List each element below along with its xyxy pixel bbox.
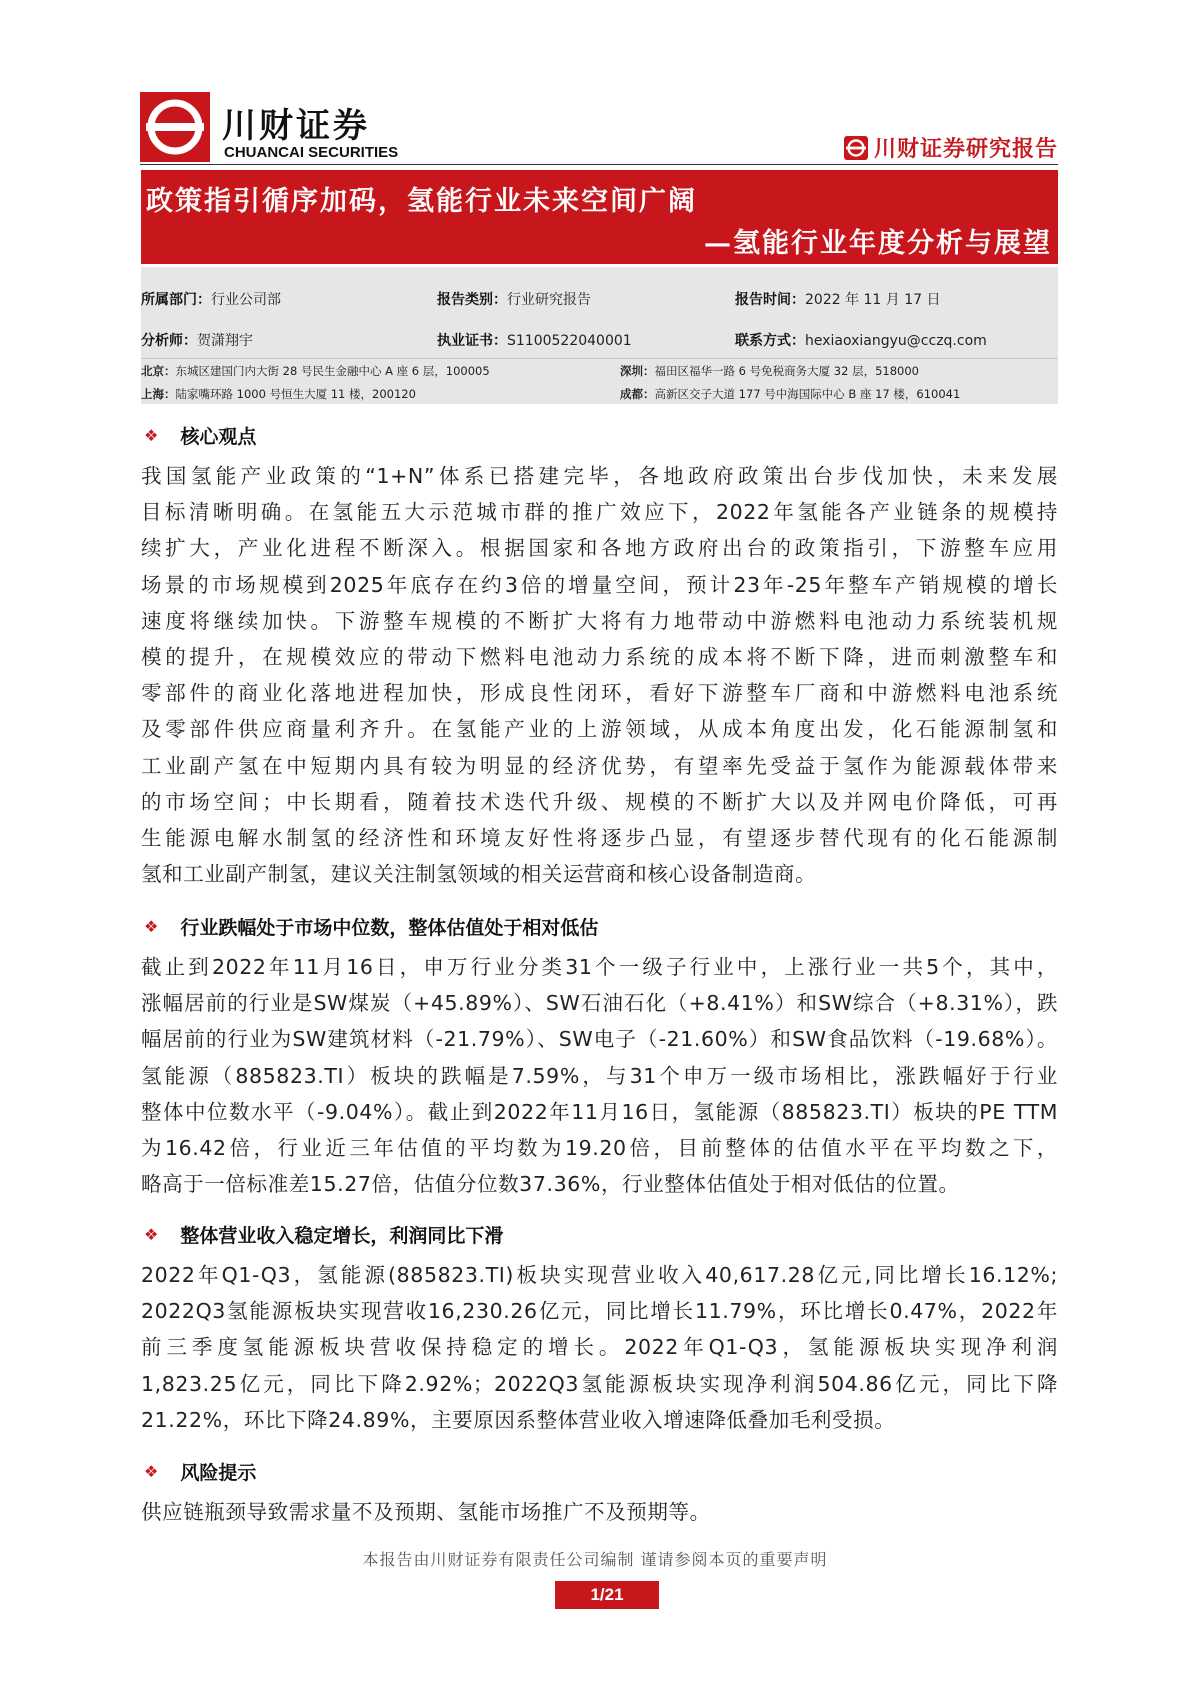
report-info-box	[141, 267, 1058, 404]
paragraph-line: 零部件的商业化落地进程加快，形成良性闭环，看好下游整车厂商和中游燃料电池系统	[141, 681, 1058, 706]
section-heading-revenue: ❖ 整体营业收入稳定增长，利润同比下滑	[144, 1225, 504, 1247]
info-row-1	[141, 289, 1058, 317]
brand-small-icon	[844, 136, 868, 160]
analyst-label: 分析师：	[141, 333, 197, 349]
footer-disclaimer: 本报告由川财证券有限责任公司编制 谨请参阅本页的重要声明	[362, 1550, 828, 1569]
dept-label: 所属部门：	[141, 292, 211, 308]
paragraph-line: 幅居前的行业为SW建筑材料（-21.79%）、SW电子（-21.60%）和SW食品饮料（-19.68%）。	[141, 1027, 1058, 1052]
section-body-revenue	[141, 1257, 1058, 1438]
paragraph-line: 略高于一倍标准差15.27倍，估值分位数37.36%，行业整体估值处于相对低估的位置。	[141, 1172, 960, 1197]
paragraph-line: 21.22%，环比下降24.89%，主要原因系整体营业收入增速降低叠加毛利受损。	[141, 1407, 896, 1432]
page-number: 1/21	[555, 1581, 659, 1609]
paragraph-line: 我国氢能产业政策的“1+N”体系已搭建完毕，各地政府政策出台步伐加快，未来发展	[141, 464, 1058, 488]
paragraph-line: 前三季度氢能源板块营收保持稳定的增长。2022年Q1-Q3，氢能源板块实现净利润	[141, 1335, 1058, 1360]
paragraph-line: 整体中位数水平（-9.04%）。截止到2022年11月16日，氢能源（885823.TI）板块的PE TTM	[141, 1099, 1058, 1124]
contact-email[interactable]: hexiaoxiangyu@cczq.com	[805, 333, 987, 349]
report-brand-label: 川财证券研究报告	[873, 136, 1058, 162]
paragraph-line: 氢和工业副产制氢，建议关注制氢领域的相关运营商和核心设备制造商。	[141, 862, 817, 887]
diamond-bullet-icon: ❖	[144, 426, 159, 445]
paragraph-line: 2022Q3氢能源板块实现营收16,230.26亿元，同比增长11.79%，环比增长0.47%，2022年	[141, 1299, 1058, 1324]
company-logo	[140, 92, 440, 164]
address-city: 上海：	[141, 387, 176, 401]
paragraph-line: 截止到2022年11月16日，申万行业分类31个一级子行业中，上涨行业一共5个，其中，	[141, 955, 1058, 979]
company-name-en: CHUANCAI SECURITIES	[224, 144, 399, 161]
type-label: 报告类别：	[437, 292, 507, 308]
paragraph-line: 1,823.25亿元，同比下降2.92%；2022Q3氢能源板块实现净利润504.86亿元，同比下降	[141, 1371, 1058, 1396]
address-text: 高新区交子大道 177 号中海国际中心 B 座 17 楼，610041	[654, 387, 961, 401]
header-divider	[140, 164, 1058, 165]
paragraph-line: 模的提升，在规模效应的带动下燃料电池动力系统的成本将不断下降，进而刺激整车和	[141, 645, 1058, 670]
paragraph-line: 氢能源（885823.TI）板块的跌幅是7.59%，与31个申万一级市场相比，涨跌幅好于行业	[141, 1063, 1058, 1088]
report-brand	[844, 132, 1058, 163]
section-heading-market: ❖ 行业跌幅处于市场中位数，整体估值处于相对低估	[144, 917, 599, 939]
paragraph-line: 场景的市场规模到2025年底存在约3倍的增量空间，预计23年-25年整车产销规模的增长	[141, 572, 1058, 597]
paragraph-line: 及零部件供应商量利齐升。在氢能产业的上游领域，从成本角度出发，化石能源制氢和	[141, 717, 1058, 742]
paragraph-line: 供应链瓶颈导致需求量不及预期、氢能市场推广不及预期等。	[141, 1500, 711, 1524]
paragraph-line: 续扩大，产业化进程不断深入。根据国家和各地方政府出台的政策指引，下游整车应用	[141, 536, 1058, 561]
cert-label: 执业证书：	[437, 333, 507, 349]
address-text: 福田区福华一路 6 号免税商务大厦 32 层，518000	[654, 364, 919, 378]
company-logo-icon	[140, 92, 210, 162]
dept-value: 行业公司部	[211, 292, 281, 308]
paragraph-line: 工业副产氢在中短期内具有较为明显的经济优势，有望率先受益于氢作为能源载体带来	[141, 753, 1058, 778]
paragraph-line: 涨幅居前的行业是SW煤炭（+45.89%）、SW石油石化（+8.41%）和SW综合（+8.31%），跌	[141, 991, 1058, 1016]
section-body-risk	[141, 1494, 1058, 1530]
address-city: 北京：	[141, 364, 176, 378]
contact-label: 联系方式：	[735, 333, 805, 349]
section-body-core-view	[141, 458, 1058, 892]
address-text: 东城区建国门内大街 28 号民生金融中心 A 座 6 层，100005	[175, 364, 490, 378]
address-text: 陆家嘴环路 1000 号恒生大厦 11 楼，200120	[175, 387, 416, 401]
title-banner	[141, 170, 1058, 264]
paragraph-line: 2022年Q1-Q3，氢能源(885823.TI)板块实现营业收入40,617.28亿元,同比增长16.12%;	[141, 1263, 1058, 1287]
report-subtitle: —氢能行业年度分析与展望	[704, 228, 1052, 259]
paragraph-line: 生能源电解水制氢的经济性和环境友好性将逐步凸显，有望逐步替代现有的化石能源制	[141, 826, 1058, 851]
paragraph-line: 速度将继续加快。下游整车规模的不断扩大将有力地带动中游燃料电池动力系统装机规	[141, 608, 1058, 633]
section-heading-risk: ❖ 风险提示	[144, 1462, 257, 1484]
address-city: 成都：	[620, 387, 655, 401]
cert-value: S1100522040001	[507, 333, 632, 349]
company-name-cn: 川财证券	[222, 106, 370, 146]
info-divider	[141, 358, 1058, 359]
paragraph-line: 为16.42倍，行业近三年估值的平均数为19.20倍，目前整体的估值水平在平均数之下，	[141, 1136, 1058, 1161]
section-body-market	[141, 949, 1058, 1202]
address-city: 深圳：	[620, 364, 655, 378]
diamond-bullet-icon: ❖	[144, 917, 159, 936]
analyst-value: 贺潇翔宇	[197, 333, 253, 349]
report-title: 政策指引循序加码，氢能行业未来空间广阔	[146, 186, 697, 217]
time-label: 报告时间：	[735, 292, 805, 308]
time-value: 2022 年 11 月 17 日	[805, 292, 941, 308]
paragraph-line: 的市场空间；中长期看，随着技术迭代升级、规模的不断扩大以及并网电价降低，可再	[141, 789, 1058, 814]
section-heading-core-view: ❖ 核心观点	[144, 426, 257, 448]
type-value: 行业研究报告	[507, 292, 591, 308]
info-row-2	[141, 330, 1058, 358]
diamond-bullet-icon: ❖	[144, 1462, 159, 1481]
paragraph-line: 目标清晰明确。在氢能五大示范城市群的推广效应下，2022年氢能各产业链条的规模持	[141, 500, 1058, 525]
diamond-bullet-icon: ❖	[144, 1225, 159, 1244]
